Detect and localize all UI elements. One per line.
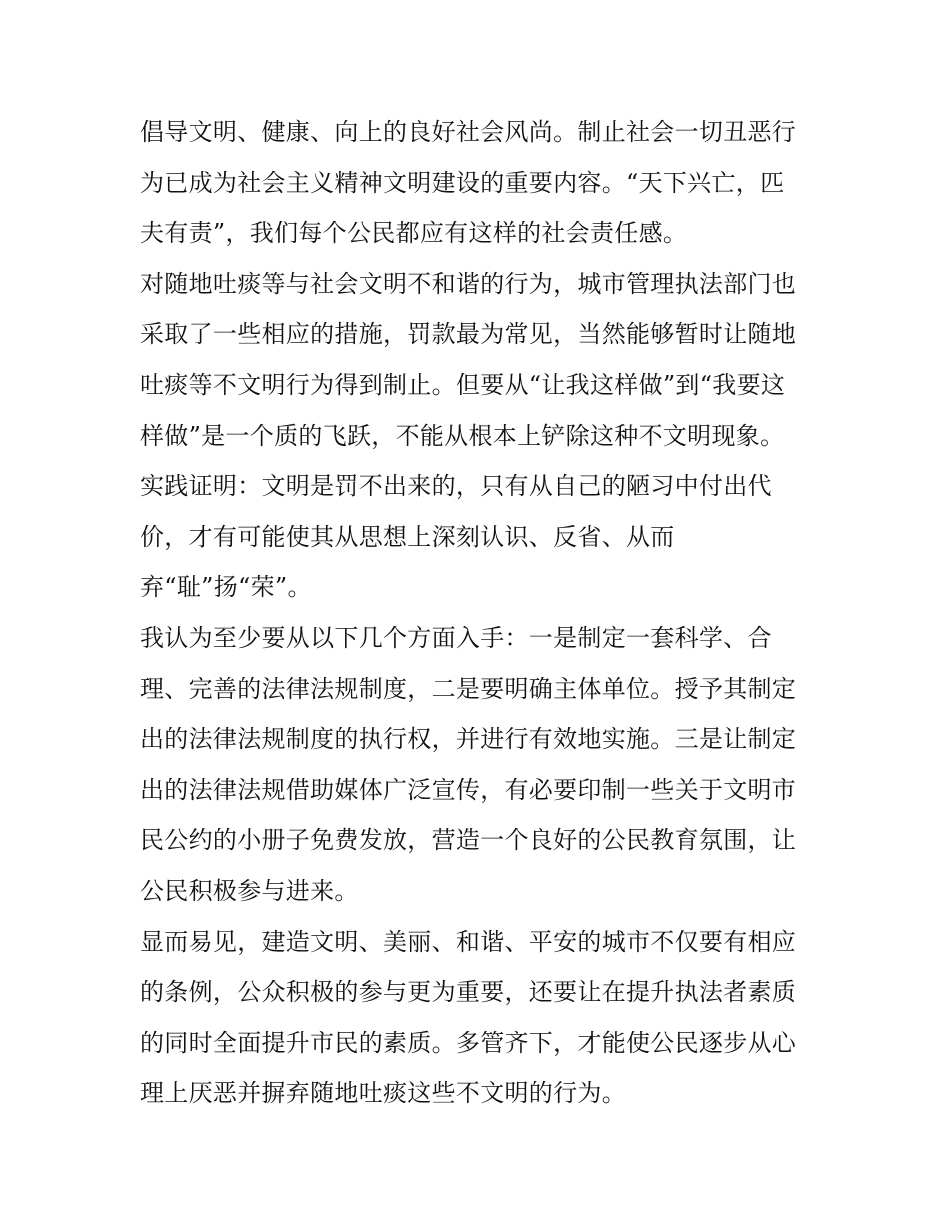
text-line: 民公约的小册子免费发放，营造一个良好的公民教育氛围，让 <box>140 826 797 855</box>
text-line: 理、完善的法律法规制度，二是要明确主体单位。授予其制定 <box>140 674 797 703</box>
text-line: 理上厌恶并摒弃随地吐痰这些不文明的行为。 <box>140 1079 626 1108</box>
text-line: 出的法律法规制度的执行权，并进行有效地实施。三是让制定 <box>140 725 797 754</box>
text-line: 对随地吐痰等与社会文明不和谐的行为，城市管理执法部门也 <box>140 269 797 298</box>
text-line: 出的法律法规借助媒体广泛宣传，有必要印制一些关于文明市 <box>140 775 797 804</box>
text-line: 倡导文明、健康、向上的良好社会风尚。制止社会一切丑恶行 <box>140 118 797 146</box>
text-line: 公民积极参与进来。 <box>140 876 359 905</box>
text-line: 夫有责”，我们每个公民都应有这样的社会责任感。 <box>140 219 688 248</box>
text-line: 我认为至少要从以下几个方面入手：一是制定一套科学、合 <box>140 623 772 652</box>
text-line: 的同时全面提升市民的素质。多管齐下，才能使公民逐步从心 <box>140 1028 797 1057</box>
text-line: 样做”是一个质的飞跃，不能从根本上铲除这种不文明现象。 <box>140 421 785 450</box>
document-body <box>140 107 820 1119</box>
text-line: 吐痰等不文明行为得到制止。但要从“让我这样做”到“我要这 <box>140 370 786 399</box>
text-line: 实践证明：文明是罚不出来的，只有从自己的陋习中付出代 <box>140 472 772 501</box>
text-line: 价，才有可能使其从思想上深刻认识、反省、从而 <box>140 522 675 551</box>
text-line: 采取了一些相应的措施，罚款最为常见，当然能够暂时让随地 <box>140 320 797 349</box>
text-line: 显而易见，建造文明、美丽、和谐、平安的城市不仅要有相应 <box>140 927 797 956</box>
text-line: 为已成为社会主义精神文明建设的重要内容。“天下兴亡，匹 <box>140 168 785 197</box>
text-line: 的条例，公众积极的参与更为重要，还要让在提升执法者素质 <box>140 978 797 1007</box>
text-line: 弃“耻”扬“荣”。 <box>140 573 312 602</box>
